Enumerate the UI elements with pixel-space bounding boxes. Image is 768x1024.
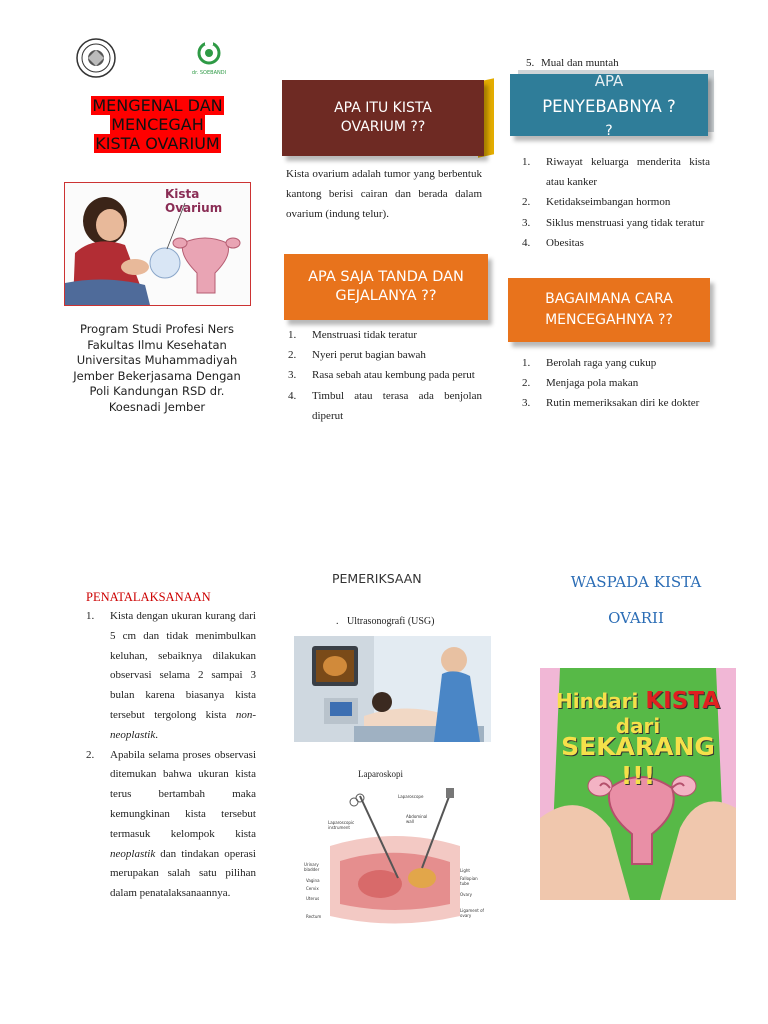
tanda-gejala-item-5: 5. Mual dan muntah <box>526 57 619 69</box>
hospital-logo-text: dr. SOEBANDI <box>191 70 227 76</box>
diagram-label-uterus: Uterus <box>306 896 320 901</box>
list-item: 1. Menstruasi tidak teratur <box>288 329 418 341</box>
ribbon-penyebab <box>510 74 714 140</box>
rsd-soebandi-logo-icon <box>190 38 228 80</box>
laparoskopi-label: Laparoskopi <box>358 769 403 779</box>
list-item: 4. Timbul atau terasa ada benjolan diperut <box>288 389 482 422</box>
tanda-gejala-list <box>286 325 482 426</box>
ribbon-apa-itu <box>282 80 494 156</box>
diagram-label-abdominal-wall: Abdominal wall <box>406 814 428 824</box>
penyebab-heading-top: APA <box>594 74 624 90</box>
cover-image-caption: Kista Ovarium <box>165 187 223 215</box>
diagram-label-ovary: Ovary <box>460 892 472 897</box>
usg-label: . Ultrasonografi (USG) <box>336 616 435 627</box>
apa-itu-heading: APA ITU KISTA OVARIUM ?? <box>334 100 432 135</box>
diagram-label-instrument: Laparoscopic instrument <box>328 820 355 830</box>
list-item: 1. Berolah raga yang cukup <box>522 357 657 369</box>
pencegahan-heading: BAGAIMANA CARA MENCEGAHNYA ?? <box>545 291 673 328</box>
ribbon-pencegahan <box>508 278 710 342</box>
list-item: 4. Obesitas <box>522 236 584 249</box>
title-line-1: MENGENAL DAN <box>92 96 223 115</box>
list-item: 2. Nyeri perut bagian bawah <box>288 349 426 362</box>
list-item: 3. Rutin memeriksakan diri ke dokter <box>522 397 700 410</box>
apa-itu-text: Kista ovarium adalah tumor yang berbentuk kantong berisi cairan dan berada dalam ovarium (indung telur). <box>286 168 482 220</box>
diagram-label-cervix: Cervix <box>306 886 319 891</box>
poster-line-2: SEKARANG !!! <box>561 732 715 790</box>
waspada-heading <box>536 564 736 636</box>
diagram-label-ligament: Ligament of ovary <box>460 908 484 918</box>
waspada-poster <box>540 668 736 900</box>
pemeriksaan-heading: PEMERIKSAAN <box>332 571 422 586</box>
list-item: 2. Menjaga pola makan <box>522 377 639 390</box>
usg-photo <box>294 636 491 742</box>
laparoskopi-diagram <box>300 786 490 936</box>
penyebab-list <box>520 152 710 253</box>
poster-line-1: Hindari KISTA dari <box>556 688 720 738</box>
diagram-label-vagina: Vagina <box>306 878 320 883</box>
cover-title <box>60 96 255 153</box>
list-item: 1. Riwayat keluarga menderita kista atau kanker <box>522 156 710 189</box>
list-item: 3. Rasa sebah atau kembung pada perut <box>288 369 475 382</box>
list-item: 3. Siklus menstruasi yang tidak teratur <box>522 216 705 229</box>
diagram-label-light: Light <box>460 868 470 873</box>
penyebab-heading: PENYEBABNYA ? <box>542 97 676 116</box>
title-line-2: MENCEGAH <box>111 115 204 134</box>
cover-image <box>64 182 251 306</box>
diagram-label-rectum: Rectum <box>306 914 322 919</box>
pencegahan-list <box>520 353 710 414</box>
waspada-line-2: OVARII <box>608 609 664 627</box>
waspada-line-1: WASPADA KISTA <box>570 573 702 591</box>
tanda-gejala-heading: APA SAJA TANDA DAN GEJALANYA ?? <box>308 269 464 304</box>
list-item: 2. Apabila selama proses observasi ditemukan bahwa ukuran kista terus bertambah maka kemungkinan kista tersebut termasuk kelompok kista neoplastik dan tindakan operasi merupakan salah satu pilihan dalam penatalaksanaannya. <box>86 748 256 900</box>
diagram-label-fallopian-tube: Fallopian tube <box>460 876 478 886</box>
list-item: 1. Kista dengan ukuran kurang dari 5 cm dan tidak menimbulkan keluhan, sebaiknya dilakukan observasi selama 2 sampai 3 bulan karena biasanya kista tersebut tergolong kista non-neoplastik. <box>86 610 256 741</box>
penatalaksanaan-list <box>84 607 256 904</box>
penyebab-heading-bottom: ? <box>605 123 613 136</box>
diagram-label-urinary-bladder: Urinary bladder <box>304 862 320 872</box>
penatalaksanaan-heading: PENATALAKSANAAN <box>86 590 211 604</box>
diagram-label-laparoscope: Laparoscope <box>398 794 424 799</box>
institution-text: Program Studi Profesi Ners Fakultas Ilmu Kesehatan Universitas Muhammadiyah Jember Bekerjasama Dengan Poli Kandungan RSD dr. Koesnadi Jember <box>73 322 241 414</box>
ribbon-tanda-gejala <box>284 254 488 320</box>
list-item: 2. Ketidakseimbangan hormon <box>522 196 671 209</box>
university-seal-icon <box>76 38 116 78</box>
title-line-3: KISTA OVARIUM <box>95 134 220 153</box>
